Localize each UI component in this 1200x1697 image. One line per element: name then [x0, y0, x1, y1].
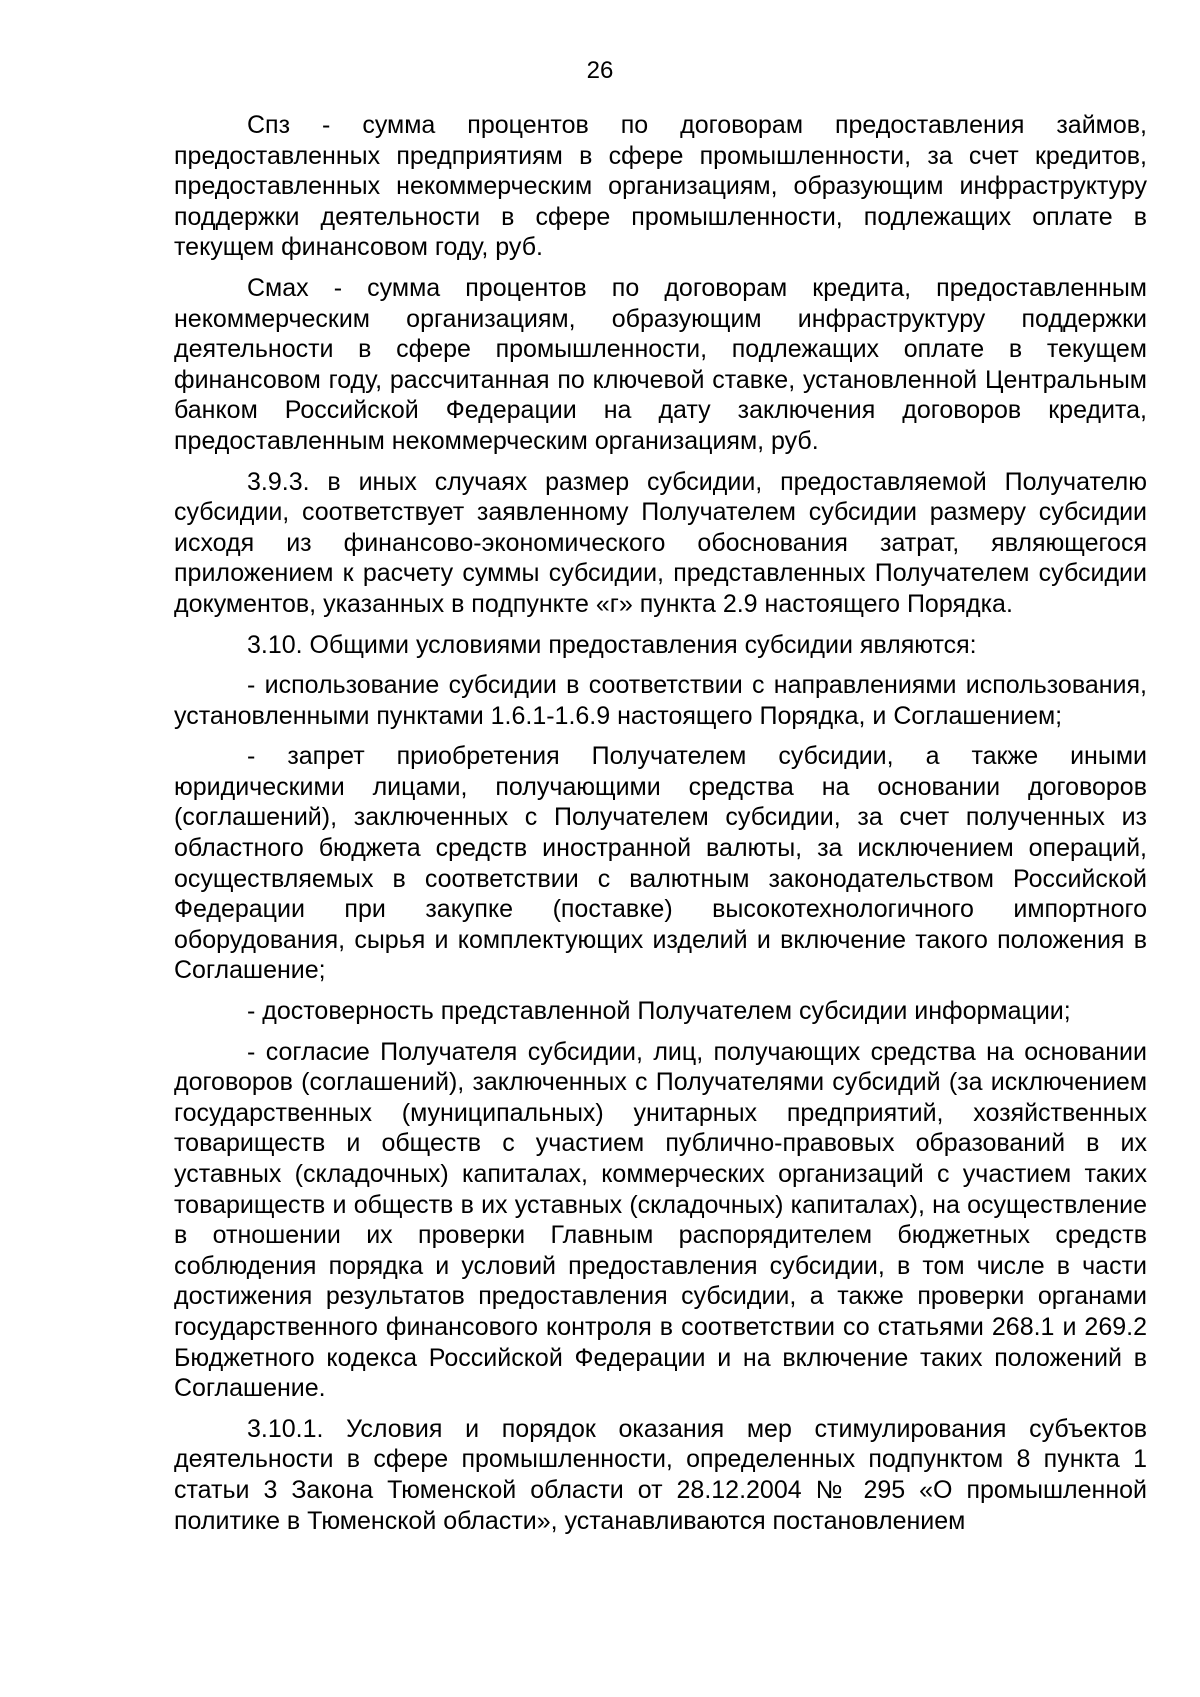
page-number: 26	[586, 57, 614, 84]
paragraph-spz-definition: Спз - сумма процентов по договорам предоставления займов, предоставленных предприятиям в сфере промышленности, за счет кредитов, предоставленных некоммерческим организациям, образующим инфраструктуру поддержки деятельности в сфере промышленности, подлежащих оплате в текущем финансовом году, руб.	[174, 111, 1147, 262]
paragraph-3-10-1: 3.10.1. Условия и порядок оказания мер стимулирования субъектов деятельности в сфере промышленности, определенных подпунктом 8 пункта 1 статьи 3 Закона Тюменской области от 28.12.2004 № 295 «О промышленной политике в Тюменской области», устанавливаются постановлением	[174, 1414, 1147, 1535]
paragraph-3-10-heading: 3.10. Общими условиями предоставления субсидии являются:	[247, 630, 977, 659]
list-item-reliability: - достоверность представленной Получателем субсидии информации;	[247, 997, 1071, 1026]
list-item-currency-ban: - запрет приобретения Получателем субсидии, а также иными юридическими лицами, получающими средства на основании договоров (соглашений), заключенных с Получателем субсидии, за счет полученных из областного бюджета средств иностранной валюты, за исключением операций, осуществляемых в соответствии с валютным законодательством Российской Федерации при закупке (поставке) высокотехнологичного импортного оборудования, сырья и комплектующих изделий и включение такого положения в Соглашение;	[174, 742, 1147, 985]
paragraph-smax-definition: Смах - сумма процентов по договорам кредита, предоставленным некоммерческим организациям, образующим инфраструктуру поддержки деятельности в сфере промышленности, подлежащих оплате в текущем финансовом году, рассчитанная по ключевой ставке, установленной Центральным банком Российской Федерации на дату заключения договоров кредита, предоставленным некоммерческим организациям, руб.	[174, 273, 1147, 455]
list-item-consent: - согласие Получателя субсидии, лиц, получающих средства на основании договоров (соглашений), заключенных с Получателями субсидий (за исключением государственных (муниципальных) унитарных предприятий, хозяйственных товариществ и обществ с участием публично-правовых образований в их уставных (складочных) капиталах, коммерческих организаций с участием таких товариществ и обществ в их уставных (складочных) капиталах), на осуществление в отношении их проверки Главным распорядителем бюджетных средств соблюдения порядка и условий предоставления субсидии, в том числе в части достижения результатов предоставления субсидии, а также проверки органами государственного финансового контроля в соответствии со статьями 268.1 и 269.2 Бюджетного кодекса Российской Федерации и на включение таких положений в Соглашение.	[174, 1037, 1147, 1403]
list-item-usage: - использование субсидии в соответствии с направлениями использования, установленными пунктами 1.6.1-1.6.9 настоящего Порядка, и Соглашением;	[174, 671, 1147, 730]
document-body	[174, 110, 1147, 1546]
paragraph-3-9-3: 3.9.3. в иных случаях размер субсидии, предоставляемой Получателю субсидии, соответствует заявленному Получателем субсидии размеру субсидии исходя из финансово-экономического обоснования затрат, являющегося приложением к расчету суммы субсидии, представленных Получателем субсидии документов, указанных в подпункте «г» пункта 2.9 настоящего Порядка.	[174, 467, 1147, 618]
